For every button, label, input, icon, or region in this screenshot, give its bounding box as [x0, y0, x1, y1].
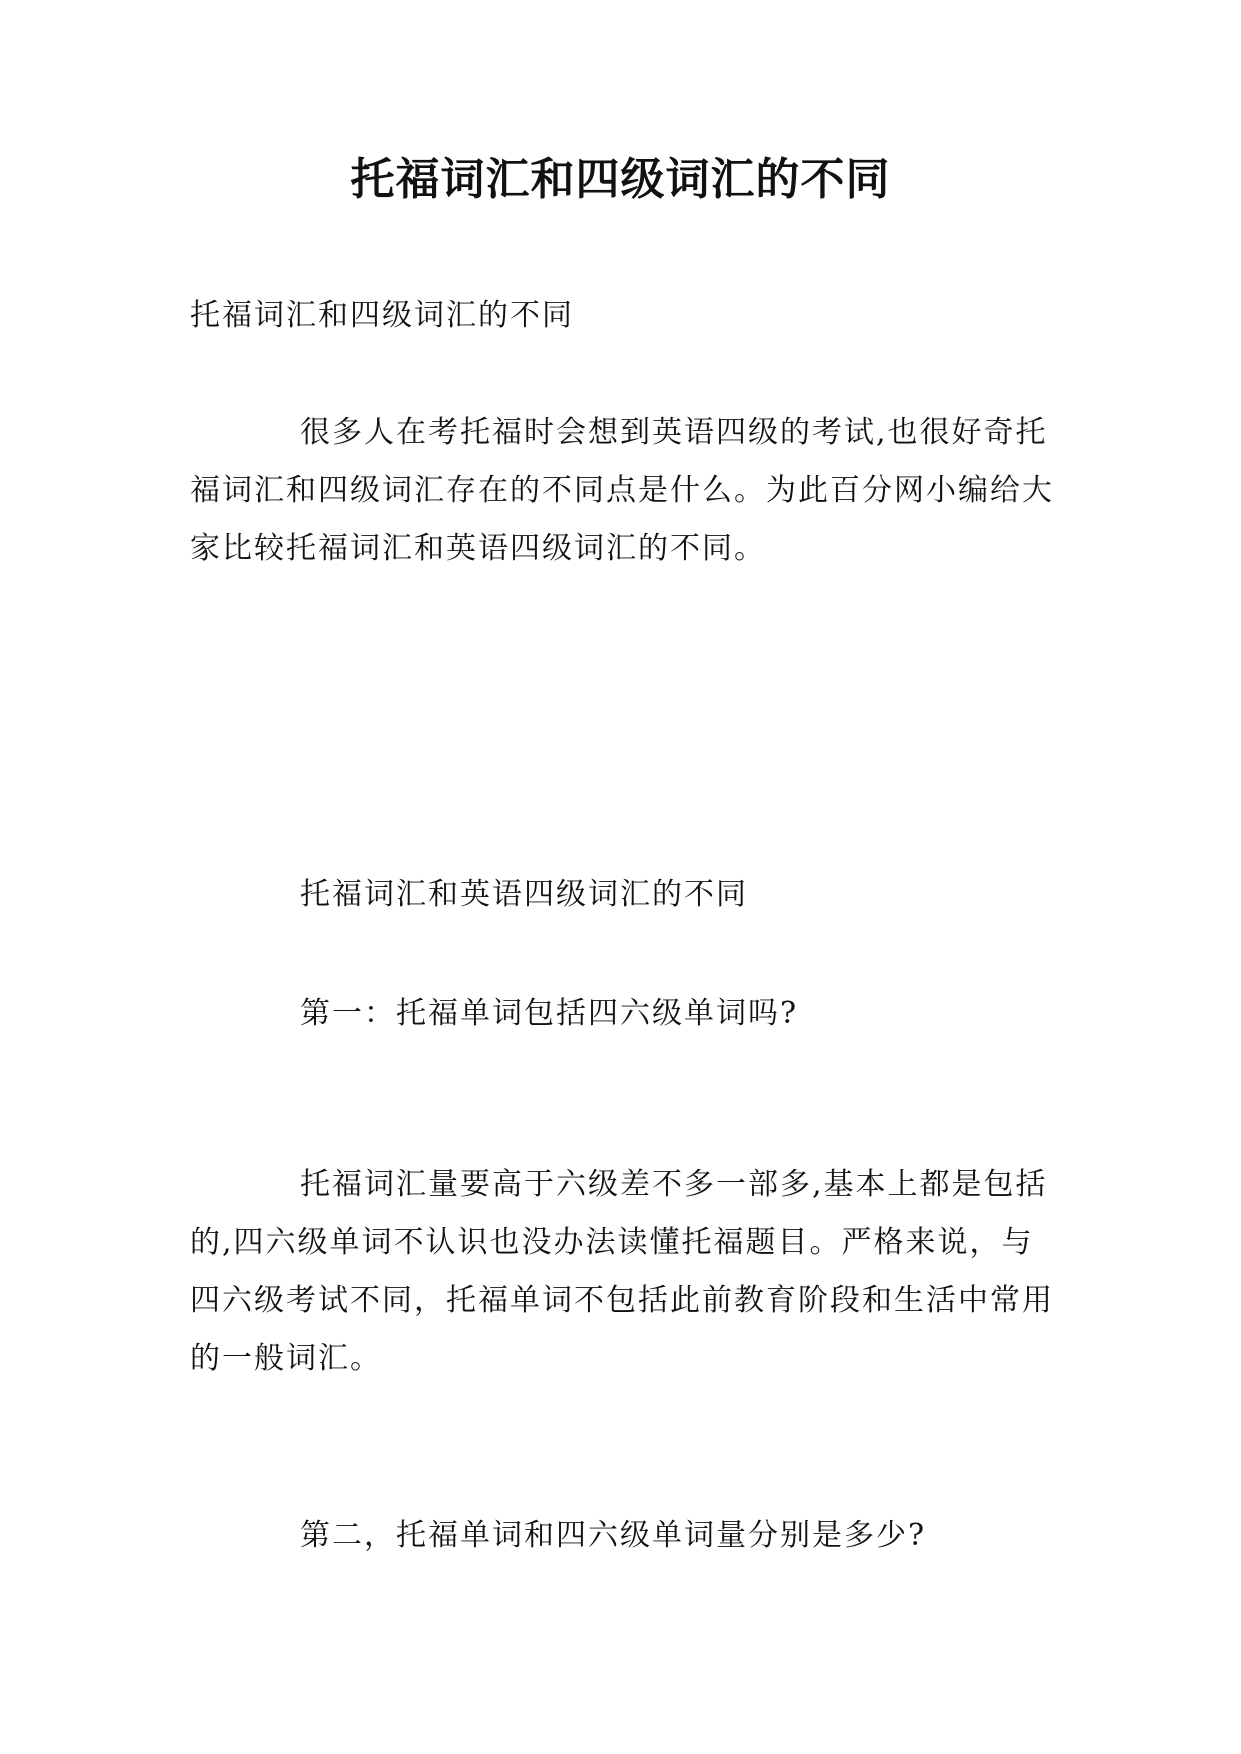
document-subtitle: 托福词汇和四级词汇的不同 — [190, 298, 574, 333]
question-2: 第二，托福单词和四六级单词量分别是多少? — [300, 1518, 927, 1553]
section-heading: 托福词汇和英语四级词汇的不同 — [300, 877, 748, 912]
answer-1-paragraph: 托福词汇量要高于六级差不多一部多,基本上都是包括的,四六级单词不认识也没办法读懂托福题目。严格来说，与四六级考试不同，托福单词不包括此前教育阶段和生活中常用的一般词汇。 — [190, 1167, 1054, 1376]
intro-paragraph: 很多人在考托福时会想到英语四级的考试,也很好奇托福词汇和四级词汇存在的不同点是什么。为此百分网小编给大家比较托福词汇和英语四级词汇的不同。 — [190, 415, 1054, 566]
document-title: 托福词汇和四级词汇的不同 — [350, 154, 891, 205]
question-1: 第一：托福单词包括四六级单词吗? — [300, 996, 799, 1031]
